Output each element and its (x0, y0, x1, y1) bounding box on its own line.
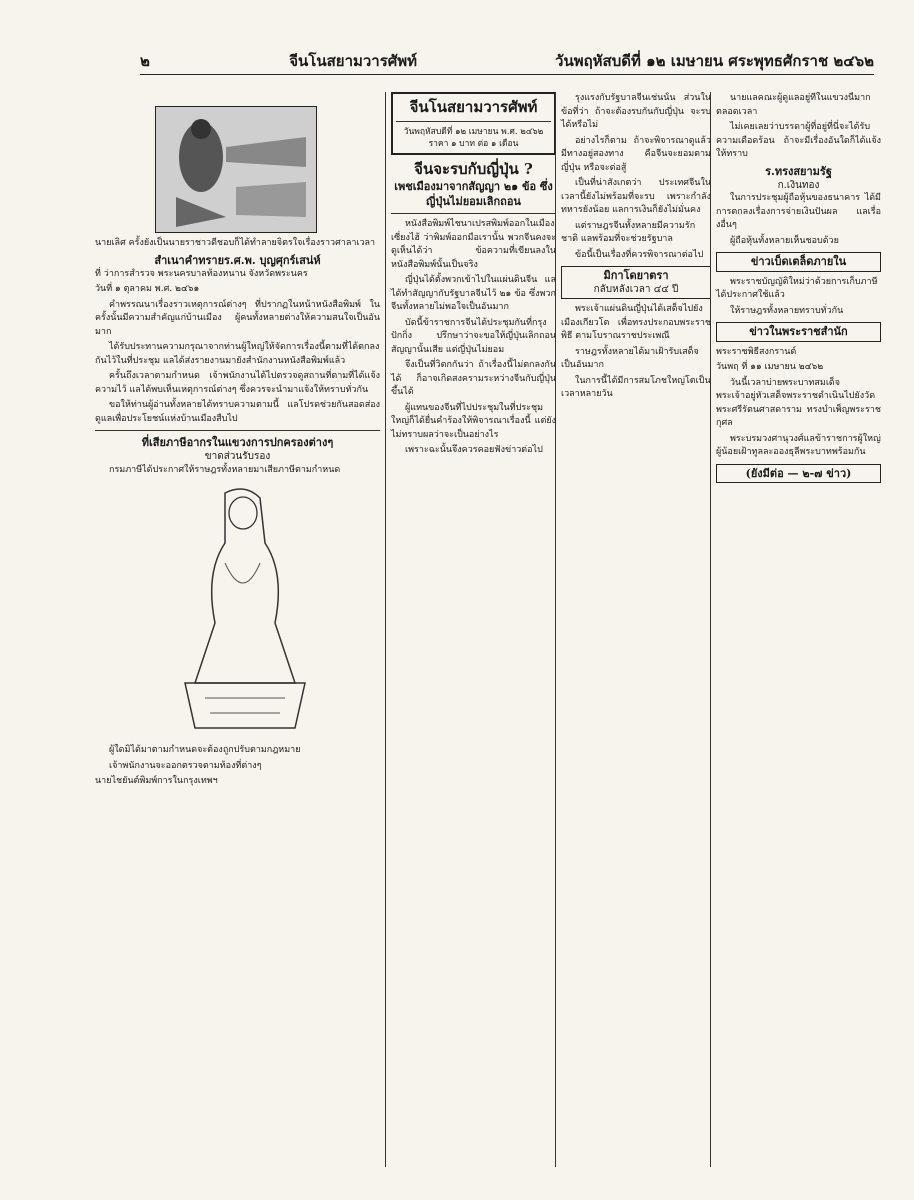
masthead (391, 92, 556, 155)
address-line: ที่ ว่าการสำรวจ พระนครบาลท้องหนาน จังหวัดพระนคร (95, 268, 308, 279)
notice-title: พระราชพิธีสงกรานต์ (716, 346, 797, 357)
paragraph: ญี่ปุ่นได้ตั้งพวกเข้าไปในแผ่นดินจีน แลได้ทำสัญญากับรัฐบาลจีนไว้ ๒๑ ข้อ ซึ่งพวกจีนทั้งหลายไม่พอใจเป็นอันมาก (391, 275, 556, 312)
printer-line: นายไชยันต์พิมพ์การในกรุงเทพฯ (95, 776, 218, 786)
paragraph: นายแลคณะผู้ดูแลอยู่ที่ในแขวงนี้มากตลอดเวลา (716, 93, 871, 117)
section-title: ที่เสียภาษีอากรในแขวงการปกครองต่างๆ (141, 436, 334, 449)
page-header (140, 48, 874, 75)
section-box (561, 266, 711, 299)
paragraph: ผู้ถือหุ้นทั้งหลายเห็นชอบด้วย (730, 235, 839, 246)
paragraph: จึงเป็นที่วิตกกันว่า ถ้าเรื่องนี้ไม่ตกลงกันได้ ก็อาจเกิดสงครามระหว่างจีนกับญี่ปุ่นขึ้นได้ (391, 360, 556, 397)
paragraph: พระบรมวงศานุวงศ์แลข้าราชการผู้ใหญ่ผู้น้อยเฝ้าทูลละอองธุลีพระบาทพร้อมกัน (716, 433, 881, 457)
paragraph: ครั้นถึงเวลาตามกำหนด เจ้าพนักงานได้ไปตรวจดูสถานที่ตามที่ได้แจ้งความไว้ แลได้พบเห็นเหตุการณ์ต่างๆ ซึ่งควรจะนำมาแจ้งให้ทราบทั่วกัน (95, 371, 380, 395)
paragraph: วันนี้เวลาบ่ายพระบาทสมเด็จพระเจ้าอยู่หัวเสด็จพระราชดำเนินไปยังวัดพระศรีรัตนศาสดาราม ทรงบำเพ็ญพระราชกุศล (716, 377, 881, 428)
section-title: มิกาโดยาตรา (603, 269, 669, 282)
illustration-statue (165, 483, 325, 738)
paragraph: ขอให้ท่านผู้อ่านทั้งหลายได้ทราบความตามนี้ แลโปรดช่วยกันสอดส่องดูแลเพื่อประโยชน์แห่งบ้านเมืองสืบไป (95, 400, 380, 424)
paragraph: เพราะฉะนั้นจึงควรคอยฟังข่าวต่อไป (405, 445, 543, 455)
paragraph: พระเจ้าแผ่นดินญี่ปุ่นได้เสด็จไปยังเมืองเกียวโต เพื่อทรงประกอบพระราชพิธี ตามโบราณราชประเพณี (561, 304, 711, 341)
continued-note: (ยังมีต่อ — ๒-๗ ข่าว) (716, 464, 881, 484)
paragraph: ในการประชุมผู้ถือหุ้นของธนาคาร ได้มีการตกลงเรื่องการจ่ายเงินปันผล แลเรื่องอื่นๆ (716, 193, 881, 230)
divider (95, 430, 380, 431)
subheadline: เพชเมืองมาจากสัญญา ๒๑ ข้อ ซึ่งญี่ปุ่นไม่ยอมเลิกถอน (394, 180, 553, 208)
paragraph: ราษฎรทั้งหลายได้มาเฝ้ารับเสด็จเป็นอันมาก (561, 346, 699, 370)
paragraph: ข้อนี้เป็นเรื่องที่ควรพิจารณาต่อไป (575, 249, 704, 260)
column-3 (555, 92, 711, 1167)
column-1 (95, 92, 380, 1167)
issue-date: วันพฤหัสบดีที่ ๑๒ เมษายน ศระพุทธศักราช ๒๔๖๒ (555, 52, 874, 70)
paragraph: บัดนี้ข้าราชการจีนได้ประชุมกันที่กรุงปักกิ่ง ปรึกษาว่าจะขอให้ญี่ปุ่นเลิกถอนสัญญานั้นเสีย แต่ญี่ปุ่นไม่ยอม (391, 317, 556, 355)
illustration-figure (155, 106, 317, 233)
newspaper-name: จีนโนสยามวารศัพท์ (289, 52, 418, 70)
illustration-caption: นายเลิศ ครั้งยังเป็นนายราชาวดีชอบก็ได้ทำลายจิตรใจเรื่องราวศาลาเวลา (95, 238, 376, 248)
paragraph: ได้รับประทานความกรุณาจากท่านผู้ใหญ่ให้จัดการเรื่องนี้ตามที่ได้ตกลงกันไว้ในที่ประชุม แลได้ส่งรายงานมายังสำนักงานหนังสือพิมพ์แล้ว (95, 342, 380, 366)
notice-date: วันพฤ ที่ ๑๑ เมษายน ๒๔๖๒ (716, 362, 824, 372)
masthead-info: วันพฤหัสบดีที่ ๑๒ เมษายน พ.ศ. ๒๔๖๒ ราคา ๑ บาท ต่อ ๑ เดือน (403, 127, 544, 149)
headline: จีนจะรบกับญี่ปุ่น ? (414, 160, 533, 178)
divider (391, 213, 556, 214)
paragraph: ไม่เคยเลยว่าบรรดาผู้ที่อยู่ที่นี่จะได้รับความเดือดร้อน ถ้าจะมีเรื่องอันใดก็ได้แจ้งให้ทราบ (716, 122, 881, 159)
section-subtitle: ก.เงินทอง (777, 179, 820, 191)
article-date: วันที่ ๑ ตุลาคม พ.ศ. ๒๔๖๑ (95, 284, 200, 294)
masthead-title: จีนโนสยามวารศัพท์ (409, 98, 538, 116)
paragraph: แต่ราษฎรจีนทั้งหลายมีความรักชาติ แลพร้อมที่จะช่วยรัฐบาล (561, 220, 696, 244)
page-number: ๒ (140, 52, 150, 70)
paragraph: เป็นที่น่าสังเกตว่า ประเทศจีนในเวลานี้ยังไม่พร้อมที่จะรบ เพราะกำลังทหารยังน้อย แลการเงินก็ยังไม่มั่นคง (561, 178, 711, 215)
article-author: สำเนาคำทรายร.ศ.พ. บุญศุกร์เสน่ห์ (154, 253, 321, 267)
column-4 (710, 92, 881, 1167)
paragraph: ผู้ใดมิได้มาตามกำหนดจะต้องถูกปรับตามกฎหมาย (109, 745, 301, 755)
section-subtitle: กลับหลังเวลา ๔๔ ปี (593, 283, 679, 295)
paragraph: อย่างไรก็ตาม ถ้าจะพิจารณาดูแล้ว มีทางอยู่สองทาง คือจีนจะยอมตามญี่ปุ่น หรือจะต่อสู้ (561, 135, 711, 173)
section-box: ข่าวเบ็ดเตล็ดภายใน (716, 252, 881, 272)
divider (396, 121, 551, 122)
column-2 (385, 92, 556, 1167)
paragraph: ในการนี้ได้มีการสมโภชใหญ่โตเป็นเวลาหลายวัน (561, 375, 711, 399)
paragraph: ให้ราษฎรทั้งหลายทราบทั่วกัน (730, 305, 844, 316)
paragraph: กรมภาษีได้ประกาศให้ราษฎรทั้งหลายมาเสียภาษีตามกำหนด (109, 464, 341, 475)
paragraph: ผู้แทนของจีนที่ไปประชุมในที่ประชุมใหญ่ก็ได้ยื่นคำร้องให้พิจารณาเรื่องนี้ แต่ยังไม่ทราบผลว่าจะเป็นอย่างไร (391, 402, 556, 440)
paragraph: พระราชบัญญัติใหม่ว่าด้วยการเก็บภาษีได้ประกาศใช้แล้ว (716, 276, 878, 300)
paragraph: หนังสือพิมพ์ไชนาเปรสพิมพ์ออกในเมืองเซี่ยงไฮ้ ว่าพิมพ์ออกมือเรานั้น พวกจีนคงจะดูเห็นได้ว่า ข้อความที่เขียนลงในหนังสือพิมพ์นั้นเป็นจริง (391, 219, 556, 270)
paragraph: รุงแรงกับรัฐบาลจีนเช่นนั้น ส่วนในข้อที่ว่า ถ้าจะต้องรบกันกับญี่ปุ่น จะรบได้หรือไม่ (561, 93, 711, 130)
section-box: ข่าวในพระราชสำนัก (716, 322, 881, 342)
paragraph: เจ้าพนักงานจะออกตรวจตามท้องที่ต่างๆ (109, 760, 262, 771)
section-title: ร.ทรงสยามรัฐ (765, 164, 832, 178)
paragraph: คำพรรณนาเรื่องราวเหตุการณ์ต่างๆ ที่ปรากฏในหน้าหนังสือพิมพ์ ในครั้งนั้นมีความสำคัญแก่บ้านเมือง ผู้คนทั้งหลายต่างให้ความสนใจเป็นอันมาก (95, 299, 380, 337)
section-subtitle: ขาดส่วนรับรอง (204, 451, 271, 462)
